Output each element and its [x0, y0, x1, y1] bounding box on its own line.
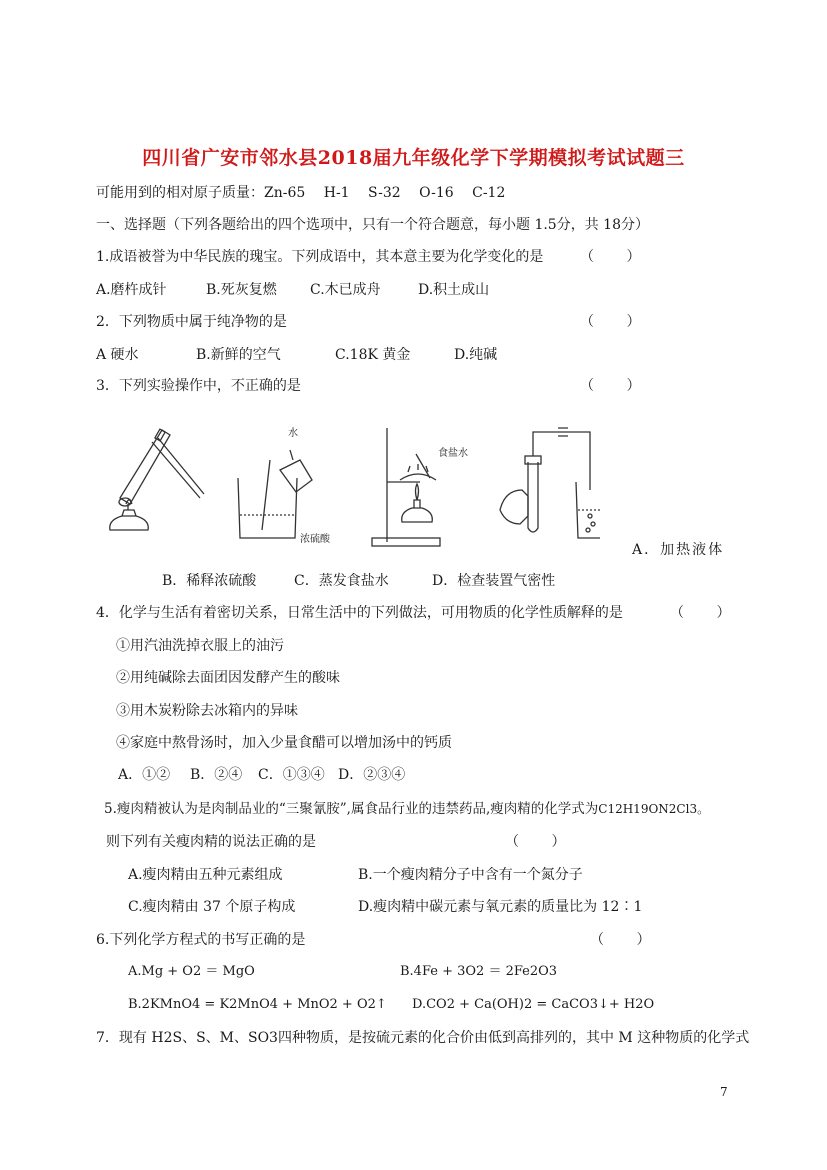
q2-option-a: A 硬水	[96, 347, 139, 363]
q4-option-c: C．①③④	[258, 767, 325, 783]
answer-paren: （ ）	[505, 834, 566, 850]
question-5-stem-b: 则下列有关瘦肉精的说法正确的是	[106, 834, 316, 850]
airtightness-figure	[500, 428, 600, 538]
question-2-stem: 2．下列物质中属于纯净物的是	[96, 314, 287, 330]
q1-option-c: C.木已成舟	[310, 282, 381, 298]
answer-paren: （ ）	[670, 605, 731, 621]
question-6-stem: 6.下列化学方程式的书写正确的是	[96, 932, 306, 948]
page-number: 7	[720, 1085, 728, 1099]
question-5-stem-a	[104, 800, 709, 818]
heating-liquid-figure	[110, 429, 204, 530]
q4-item-4: ④家庭中熬骨汤时，加入少量食醋可以增加汤中的钙质	[116, 735, 452, 751]
answer-paren: （ ）	[580, 314, 641, 330]
label-conc-acid: 浓硫酸	[300, 534, 330, 545]
q3-option-d: D．检查装置气密性	[432, 573, 556, 589]
q5-option-b: B.一个瘦肉精分子中含有一个氮分子	[358, 867, 583, 883]
q1-option-d: D.积土成山	[418, 282, 490, 298]
answer-paren: （ ）	[590, 932, 651, 948]
q3-option-c: C．蒸发食盐水	[294, 573, 389, 589]
q5-stem-text: 5.瘦肉精被认为是肉制品业的“三聚氰胺”,属食品行业的违禁药品,瘦肉精的化学式为	[104, 801, 599, 817]
q4-option-d: D．②③④	[338, 767, 406, 783]
q4-option-a: A．①②	[118, 767, 171, 783]
q5-option-c: C.瘦肉精由 37 个原子构成	[128, 899, 296, 915]
question-4-stem: 4．化学与生活有着密切关系，日常生活中的下列做法，可用物质的化学性质解释的是	[96, 605, 623, 621]
page-title: 四川省广安市邻水县2018届九年级化学下学期模拟考试试题三	[142, 147, 685, 169]
question-7-stem: 7．现有 H2S、S、M、SO3四种物质，是按硫元素的化合价由低到高排列的，其中 M 这种物质的化学式	[96, 1030, 750, 1046]
q4-option-b: B．②④	[190, 767, 243, 783]
question-3-stem: 3．下列实验操作中，不正确的是	[96, 378, 301, 394]
answer-paren: （ ）	[580, 249, 641, 265]
q4-item-2: ②用纯碱除去面团因发酵产生的酸味	[116, 670, 340, 686]
label-salt-water: 食盐水	[438, 448, 468, 459]
q6-option-c: B.2KMnO4 = K2MnO4 + MnO2 + O2↑	[128, 997, 387, 1012]
q1-option-a: A.磨杵成针	[96, 282, 167, 298]
diluting-acid-figure	[238, 450, 312, 538]
evaporating-figure	[372, 428, 440, 546]
atomic-mass-line: 可能用到的相对原子质量：Zn-65 H-1 S-32 O-16 C-12	[96, 185, 506, 201]
q5-formula: C12H19ON2Cl3。	[598, 802, 710, 816]
section-heading: 一、选择题（下列各题给出的四个选项中，只有一个符合题意，每小题 1.5分，共 18分）	[96, 217, 649, 233]
q1-option-b: B.死灰复燃	[206, 282, 277, 298]
label-water: 水	[288, 428, 298, 439]
q4-item-1: ①用汽油洗掉衣服上的油污	[116, 638, 284, 654]
q5-option-a: A.瘦肉精由五种元素组成	[128, 867, 283, 883]
lab-apparatus-figures	[100, 420, 600, 550]
q6-option-a: A.Mg + O2 ＝ MgO	[128, 964, 255, 979]
question-1-stem: 1.成语被誉为中华民族的瑰宝。下列成语中，其本意主要为化学变化的是	[96, 249, 544, 265]
q5-option-d: D.瘦肉精中碳元素与氧元素的质量比为 12∶1	[358, 899, 643, 915]
q2-option-c: C.18K 黄金	[335, 347, 411, 363]
q3-option-a: A．加热液体	[632, 542, 725, 558]
q6-option-d: D.CO2 + Ca(OH)2 = CaCO3↓+ H2O	[412, 997, 655, 1012]
answer-paren: （ ）	[580, 378, 641, 394]
q6-option-b: B.4Fe + 3O2 ＝ 2Fe2O3	[400, 964, 558, 979]
q4-item-3: ③用木炭粉除去冰箱内的异味	[116, 703, 298, 719]
q2-option-b: B.新鲜的空气	[196, 347, 281, 363]
q3-option-b: B．稀释浓硫酸	[162, 573, 257, 589]
q2-option-d: D.纯碱	[454, 347, 498, 363]
